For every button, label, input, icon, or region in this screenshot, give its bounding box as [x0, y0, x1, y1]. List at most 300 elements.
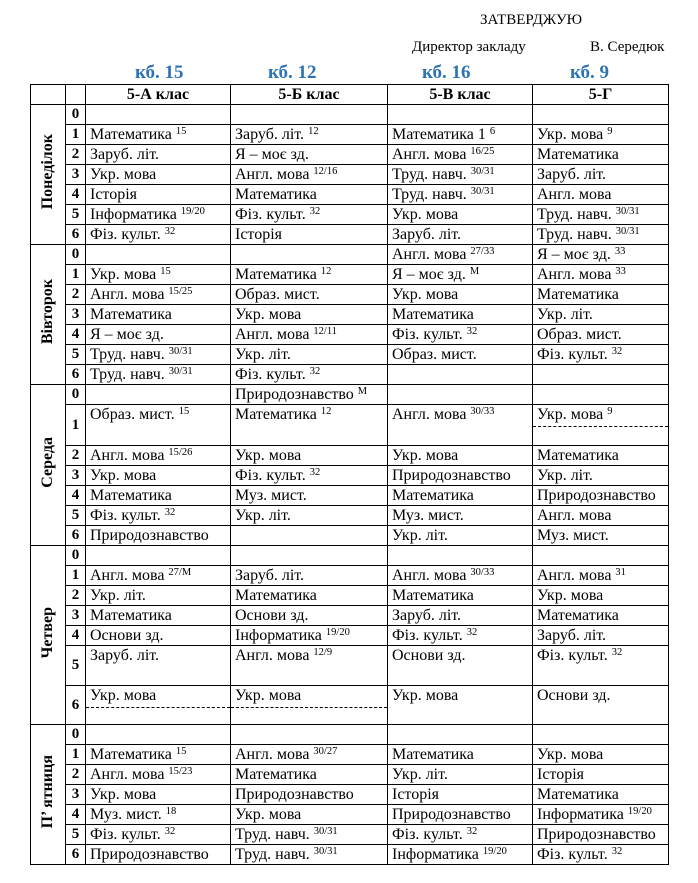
subject-name: Математика — [90, 305, 172, 323]
timetable-cell-5a — [86, 105, 231, 125]
cell-content — [231, 405, 387, 424]
cell-content — [86, 725, 230, 726]
timetable-cell-5v — [388, 685, 533, 724]
subject-name: Англ. мова — [235, 165, 310, 183]
lesson-number: 2 — [66, 445, 86, 465]
timetable-cell-5g — [533, 404, 669, 445]
timetable-cell-5v — [388, 204, 533, 224]
subject-name: Англ. мова — [90, 446, 165, 464]
timetable-cell-5g — [533, 744, 669, 764]
cell-content — [388, 725, 532, 726]
timetable-cell-5a — [86, 465, 231, 485]
subject-name: Математика — [235, 765, 317, 783]
cell-content — [231, 285, 387, 304]
timetable-cell-5v — [388, 304, 533, 324]
timetable-cell-5v — [388, 224, 533, 244]
cell-content — [86, 546, 230, 547]
subject-name: Фіз. культ. — [90, 506, 161, 524]
subject-name: Англ. мова — [537, 265, 612, 283]
subject-name: Англ. мова — [90, 765, 165, 783]
room-number: 15/25 — [168, 285, 193, 297]
timetable-cell-5v — [388, 324, 533, 344]
room-number: 15/26 — [168, 446, 193, 458]
timetable-cell-5a — [86, 565, 231, 585]
room-number: 32 — [309, 205, 321, 217]
lesson-number: 2 — [66, 284, 86, 304]
day-cell — [31, 105, 66, 245]
lesson-row — [31, 625, 669, 645]
subject-name: Математика — [392, 486, 474, 504]
timetable-cell-5v — [388, 244, 533, 264]
timetable-cell-5g — [533, 344, 669, 364]
cell-content — [388, 745, 532, 764]
timetable-cell-5b — [231, 465, 388, 485]
subject-name: Заруб. літ. — [90, 145, 160, 163]
header-number-corner — [66, 85, 86, 105]
cell-content — [231, 845, 387, 864]
room-number: 32 — [466, 325, 478, 337]
timetable-cell-5v — [388, 605, 533, 625]
cell-content — [86, 686, 230, 708]
cell-content — [231, 725, 387, 726]
timetable-cell-5g — [533, 804, 669, 824]
timetable-cell-5b — [231, 824, 388, 844]
subject-name: Фіз. культ. — [392, 626, 463, 644]
subject-name: Укр. мова — [537, 405, 604, 423]
subject-name: Укр. літ. — [537, 466, 593, 484]
header-day-corner — [31, 85, 66, 105]
room-number: 15 — [178, 405, 190, 417]
timetable-cell-5v — [388, 144, 533, 164]
subject-name: Я – моє зд. — [235, 145, 309, 163]
day-cell — [31, 724, 66, 864]
cell-content — [231, 305, 387, 324]
cell-content — [86, 205, 230, 224]
subject-name: Труд. навч. — [537, 225, 612, 243]
cell-content — [388, 626, 532, 645]
subject-name: Фіз. культ. — [235, 466, 306, 484]
cell-content — [86, 785, 230, 804]
room-number: 30/27 — [313, 745, 338, 757]
subject-name: Укр. літ. — [90, 586, 146, 604]
timetable-cell-5g — [533, 605, 669, 625]
lesson-row — [31, 685, 669, 724]
timetable-cell-5b — [231, 164, 388, 184]
day-label: П’ ятниця — [39, 755, 56, 829]
cell-content — [388, 686, 532, 705]
timetable-cell-5v — [388, 724, 533, 744]
timetable-cell-5b — [231, 244, 388, 264]
timetable-cell-5g — [533, 264, 669, 284]
lesson-row — [31, 304, 669, 324]
cell-content — [231, 145, 387, 164]
cell-content — [86, 566, 230, 585]
day-label: Вівторок — [39, 279, 56, 345]
timetable-cell-5g — [533, 324, 669, 344]
lesson-number: 1 — [66, 264, 86, 284]
cell-content — [86, 646, 230, 665]
timetable-cell-5b — [231, 525, 388, 545]
room-number: 30/31 — [470, 185, 495, 197]
cell-content — [533, 845, 668, 864]
cell-content — [388, 606, 532, 625]
lesson-number: 5 — [66, 204, 86, 224]
timetable-cell-5b — [231, 204, 388, 224]
lesson-row — [31, 344, 669, 364]
timetable-cell-5g — [533, 505, 669, 525]
subject-name: Природознавство — [392, 805, 511, 823]
timetable-cell-5g — [533, 105, 669, 125]
cell-content — [533, 825, 668, 844]
subject-name: Образ. мист. — [235, 285, 320, 303]
cell-content — [231, 265, 387, 284]
timetable-cell-5b — [231, 144, 388, 164]
cell-content — [533, 365, 668, 366]
timetable-cell-5v — [388, 344, 533, 364]
subject-name: Труд. навч. — [392, 185, 467, 203]
timetable-cell-5a — [86, 545, 231, 565]
timetable-cell-5b — [231, 105, 388, 125]
lesson-row — [31, 724, 669, 744]
timetable-cell-5g — [533, 525, 669, 545]
cell-content — [231, 526, 387, 527]
lesson-number: 3 — [66, 605, 86, 625]
lesson-row — [31, 105, 669, 125]
subject-name: Укр. літ. — [392, 526, 448, 544]
cell-content — [388, 546, 532, 547]
subject-name: Основи зд. — [392, 646, 466, 664]
cell-content — [533, 205, 668, 224]
cell-content — [86, 405, 230, 424]
subject-name: Труд. навч. — [90, 365, 165, 383]
cell-content — [86, 745, 230, 764]
subject-name: Фіз. культ. — [537, 845, 608, 863]
cell-content — [533, 185, 668, 204]
lesson-number: 4 — [66, 625, 86, 645]
timetable-cell-5a — [86, 244, 231, 264]
subject-name: Фіз. культ. — [537, 646, 608, 664]
room-number: 12 — [320, 265, 332, 277]
cell-content — [533, 305, 668, 324]
room-number: 30/33 — [470, 566, 495, 578]
subject-name: Англ. мова — [235, 745, 310, 763]
lesson-row — [31, 364, 669, 384]
room-number: 9 — [607, 125, 613, 137]
subject-name: Природознавство — [235, 785, 354, 803]
cell-content — [231, 606, 387, 625]
cell-content — [86, 446, 230, 465]
timetable-cell-5v — [388, 824, 533, 844]
cell-content — [86, 466, 230, 485]
subject-name: Укр. мова — [90, 265, 157, 283]
cell-content — [388, 205, 532, 224]
subject-name: Укр. мова — [537, 125, 604, 143]
subject-name: Укр. літ. — [235, 506, 291, 524]
cell-content — [231, 546, 387, 547]
timetable-cell-5v — [388, 284, 533, 304]
cell-content — [231, 586, 387, 605]
cell-content — [533, 165, 668, 184]
room-number: 32 — [164, 825, 176, 837]
room-number: 32 — [611, 646, 623, 658]
timetable-cell-5v — [388, 764, 533, 784]
subject-name: Укр. мова — [392, 686, 459, 704]
timetable-cell-5g — [533, 784, 669, 804]
cell-content — [388, 165, 532, 184]
day-label: Середа — [39, 437, 56, 488]
lesson-number: 3 — [66, 304, 86, 324]
timetable-cell-5g — [533, 164, 669, 184]
lesson-row — [31, 404, 669, 445]
cell-content — [533, 626, 668, 645]
cell-content — [231, 566, 387, 585]
subject-name: Математика — [235, 185, 317, 203]
timetable-cell-5b — [231, 744, 388, 764]
subject-name: Математика — [392, 305, 474, 323]
timetable-cell-5b — [231, 184, 388, 204]
timetable-cell-5g — [533, 585, 669, 605]
cell-content — [86, 185, 230, 204]
timetable-cell-5g — [533, 384, 669, 404]
subject-name: Інформатика — [392, 845, 479, 863]
approval-name: В. Середюк — [590, 39, 665, 55]
lesson-number: 0 — [66, 244, 86, 264]
timetable-cell-5g — [533, 545, 669, 565]
timetable-cell-5v — [388, 784, 533, 804]
subject-name: Образ. мист. — [90, 405, 175, 423]
room-label-5g: кб. 9 — [570, 62, 609, 83]
cell-content — [231, 245, 387, 246]
timetable-cell-5b — [231, 545, 388, 565]
timetable-cell-5v — [388, 105, 533, 125]
cell-content — [533, 466, 668, 485]
timetable-cell-5v — [388, 545, 533, 565]
timetable-cell-5a — [86, 164, 231, 184]
subject-name: Заруб. літ. — [537, 626, 607, 644]
subject-name: Укр. мова — [90, 785, 157, 803]
subject-name: Англ. мова — [90, 566, 165, 584]
lesson-number: 3 — [66, 164, 86, 184]
cell-content — [86, 845, 230, 864]
lesson-number: 4 — [66, 184, 86, 204]
timetable-cell-5g — [533, 625, 669, 645]
day-cell — [31, 384, 66, 545]
cell-content — [231, 446, 387, 465]
lesson-number: 6 — [66, 844, 86, 864]
cell-content — [388, 105, 532, 106]
timetable-cell-5a — [86, 784, 231, 804]
cell-content — [533, 745, 668, 764]
subject-name: Математика — [235, 586, 317, 604]
subject-name: Труд. навч. — [90, 345, 165, 363]
lesson-row — [31, 224, 669, 244]
subject-name: Історія — [392, 785, 440, 803]
cell-content — [86, 225, 230, 244]
subject-name: Математика 1 — [392, 125, 486, 143]
lesson-number: 0 — [66, 105, 86, 125]
subject-name: Укр. мова — [537, 745, 604, 763]
cell-content — [86, 325, 230, 344]
room-number: 32 — [466, 825, 478, 837]
room-number: 18 — [165, 805, 177, 817]
subject-name: Муз. мист. — [90, 805, 162, 823]
timetable-cell-5a — [86, 184, 231, 204]
cell-content — [388, 305, 532, 324]
timetable-cell-5g — [533, 764, 669, 784]
lesson-number: 5 — [66, 505, 86, 525]
cell-content — [533, 805, 668, 824]
room-number: 30/31 — [615, 205, 640, 217]
timetable-cell-5v — [388, 124, 533, 144]
timetable-cell-5a — [86, 685, 231, 724]
subject-name: Англ. мова — [537, 185, 612, 203]
timetable-cell-5b — [231, 224, 388, 244]
timetable-cell-5b — [231, 485, 388, 505]
cell-content — [533, 725, 668, 726]
class-header-5g: 5-Г — [533, 85, 669, 105]
timetable-cell-5g — [533, 445, 669, 465]
cell-content — [86, 105, 230, 106]
timetable-cell-5b — [231, 404, 388, 445]
timetable-cell-5a — [86, 605, 231, 625]
room-number: 30/33 — [470, 405, 495, 417]
cell-content — [388, 526, 532, 545]
subject-name: Заруб. літ. — [392, 606, 462, 624]
lesson-number: 4 — [66, 485, 86, 505]
lesson-number: 1 — [66, 744, 86, 764]
cell-content — [533, 325, 668, 344]
timetable-cell-5a — [86, 505, 231, 525]
lesson-row — [31, 264, 669, 284]
room-number: 19/20 — [180, 205, 205, 217]
room-number: 27/33 — [470, 245, 495, 257]
lesson-row — [31, 645, 669, 685]
cell-content — [533, 765, 668, 784]
subject-name: Заруб. літ. — [235, 125, 305, 143]
cell-content — [388, 765, 532, 784]
subject-name: Укр. мова — [392, 446, 459, 464]
lesson-number: 0 — [66, 384, 86, 404]
timetable-cell-5g — [533, 144, 669, 164]
lesson-number: 4 — [66, 804, 86, 824]
subject-name: Заруб. літ. — [90, 646, 160, 664]
room-number: 32 — [309, 466, 321, 478]
cell-content — [388, 805, 532, 824]
cell-content — [231, 125, 387, 144]
cell-content — [231, 165, 387, 184]
timetable-cell-5g — [533, 184, 669, 204]
timetable-cell-5a — [86, 824, 231, 844]
timetable-cell-5b — [231, 844, 388, 864]
subject-name: Укр. мова — [235, 446, 302, 464]
cell-content — [86, 305, 230, 324]
timetable-cell-5g — [533, 824, 669, 844]
timetable-cell-5b — [231, 585, 388, 605]
day-label: Понеділок — [39, 134, 56, 210]
cell-content — [231, 785, 387, 804]
room-number: 32 — [466, 626, 478, 638]
cell-content — [388, 486, 532, 505]
cell-content — [388, 345, 532, 364]
room-number: 19/20 — [482, 845, 507, 857]
timetable-cell-5a — [86, 744, 231, 764]
subject-name: Англ. мова — [392, 566, 467, 584]
subject-name: Укр. мова — [392, 205, 459, 223]
timetable-cell-5a — [86, 264, 231, 284]
lesson-row — [31, 384, 669, 404]
cell-content — [388, 446, 532, 465]
room-label-5v: кб. 16 — [422, 62, 471, 83]
subject-name: Математика — [392, 586, 474, 604]
cell-content — [231, 686, 387, 708]
timetable-cell-5a — [86, 344, 231, 364]
subject-name: Англ. мова — [537, 506, 612, 524]
subject-name: Фіз. культ. — [235, 205, 306, 223]
subject-name: Укр. мова — [235, 686, 302, 704]
cell-content — [533, 446, 668, 465]
cell-content — [86, 385, 230, 386]
cell-content — [388, 646, 532, 665]
room-number: М — [357, 385, 368, 397]
cell-content — [533, 385, 668, 386]
subject-name: Основи зд. — [235, 606, 309, 624]
room-number: М — [469, 265, 480, 277]
cell-content — [388, 825, 532, 844]
lesson-row — [31, 525, 669, 545]
lesson-number: 1 — [66, 404, 86, 445]
subject-name: Я – моє зд. — [90, 325, 164, 343]
timetable-cell-5g — [533, 724, 669, 744]
cell-content — [86, 345, 230, 364]
cell-content — [533, 105, 668, 106]
timetable-cell-5a — [86, 204, 231, 224]
cell-content — [231, 646, 387, 665]
subject-name: Історія — [537, 765, 585, 783]
cell-content — [231, 325, 387, 344]
lesson-number: 1 — [66, 565, 86, 585]
subject-name: Інформатика — [90, 205, 177, 223]
subject-name: Труд. навч. — [235, 845, 310, 863]
day-label: Четвер — [39, 606, 56, 658]
subject-name: Основи зд. — [537, 686, 611, 704]
subject-name: Математика — [537, 446, 619, 464]
timetable-cell-5a — [86, 384, 231, 404]
cell-content — [86, 165, 230, 184]
timetable-cell-5a — [86, 645, 231, 685]
room-number: 15/23 — [168, 765, 193, 777]
lesson-row — [31, 605, 669, 625]
room-number: 16/25 — [470, 145, 495, 157]
approval-position: Директор закладу — [412, 39, 526, 55]
cell-content — [86, 145, 230, 164]
timetable-cell-5a — [86, 124, 231, 144]
subject-name: Англ. мова — [392, 245, 467, 263]
subject-name: Інформатика — [537, 805, 624, 823]
subject-name: Муз. мист. — [392, 506, 464, 524]
cell-content — [86, 805, 230, 824]
timetable-cell-5a — [86, 404, 231, 445]
subject-name: Математика — [392, 745, 474, 763]
timetable-cell-5a — [86, 764, 231, 784]
cell-content — [388, 285, 532, 304]
day-cell — [31, 244, 66, 384]
subject-name: Я – моє зд. — [537, 245, 611, 263]
timetable-cell-5b — [231, 324, 388, 344]
subject-name: Природознавство — [392, 466, 511, 484]
subject-name: Історія — [90, 185, 138, 203]
cell-content — [388, 145, 532, 164]
cell-content — [388, 125, 532, 144]
